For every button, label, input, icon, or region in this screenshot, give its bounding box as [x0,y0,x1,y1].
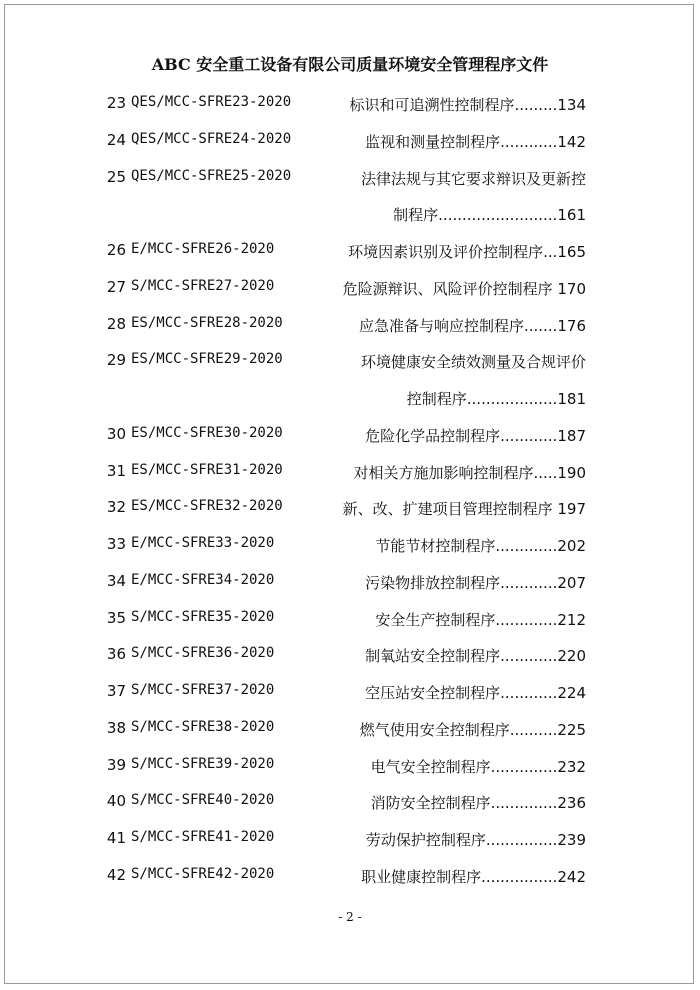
toc-entry-23 [0,88,700,125]
entry-title: 空压站安全控制程序............224 [365,684,586,702]
toc-entry-33 [0,529,700,566]
entry-number: 39 [106,755,126,774]
toc-entry-34 [0,566,700,603]
document-code: S/MCC-SFRE41-2020 [131,829,275,845]
entry-title: 危险源辩识、风险评价控制程序 170 [342,279,586,298]
entry-number: 25 [106,167,126,186]
document-code: QES/MCC-SFRE23-2020 [131,94,292,110]
entry-title: 电气安全控制程序..............232 [370,757,586,776]
entry-title: 污染物排放控制程序............207 [365,573,586,592]
entry-number: 27 [106,277,126,296]
document-code: ES/MCC-SFRE32-2020 [131,498,283,515]
toc-entry-25 [0,162,700,199]
entry-title: 节能节材控制程序.............202 [375,537,586,555]
entry-number: 24 [106,130,126,149]
entry-number: 26 [106,241,126,259]
page-number: - 2 - [338,910,362,924]
toc-entry-27 [0,272,700,309]
document-code: ES/MCC-SFRE29-2020 [131,351,283,368]
entry-number: 41 [106,829,126,847]
toc-entry-37 [0,676,700,713]
table-of-contents [0,88,700,897]
entry-title: 环境因素识别及评价控制程序...165 [348,243,586,261]
entry-number: 38 [106,718,126,737]
document-code: E/MCC-SFRE26-2020 [131,241,275,257]
entry-title: 法律法规与其它要求辩识及更新控 [360,169,586,188]
document-code: E/MCC-SFRE33-2020 [131,535,275,551]
toc-entry-25-continued [0,198,700,235]
entry-title: 应急准备与响应控制程序.......176 [358,316,586,335]
entry-title: 消防安全控制程序..............236 [370,794,586,813]
toc-entry-24 [0,125,700,162]
toc-entry-41 [0,823,700,860]
entry-number: 37 [106,682,126,700]
toc-entry-26 [0,235,700,272]
entry-title: 燃气使用安全控制程序..........225 [359,720,586,739]
entry-title: 劳动保护控制程序...............239 [365,831,586,849]
entry-title: 监视和测量控制程序............142 [365,132,586,151]
entry-number: 35 [106,608,126,627]
document-code: ES/MCC-SFRE31-2020 [131,461,283,478]
document-header: ABC 安全重工设备有限公司质量环境安全管理程序文件 [151,55,549,74]
entry-title: 环境健康安全绩效测量及合规评价 [360,353,586,372]
entry-number: 32 [106,498,126,517]
entry-title: 制氧站安全控制程序............220 [365,647,586,666]
document-code: S/MCC-SFRE40-2020 [131,792,275,809]
entry-number: 33 [106,535,126,553]
entry-number: 29 [106,351,126,370]
document-code: ES/MCC-SFRE30-2020 [131,424,283,441]
document-code: ES/MCC-SFRE28-2020 [131,314,283,331]
toc-entry-42 [0,860,700,897]
toc-entry-32 [0,492,700,529]
entry-number: 28 [106,314,126,333]
entry-number: 31 [106,461,126,480]
entry-number: 42 [106,865,126,884]
document-code: QES/MCC-SFRE25-2020 [131,167,292,184]
entry-title: 安全生产控制程序.............212 [375,610,586,629]
toc-entry-40 [0,786,700,823]
document-code: S/MCC-SFRE42-2020 [131,865,275,882]
document-code: S/MCC-SFRE39-2020 [131,755,275,772]
toc-entry-38 [0,713,700,750]
toc-entry-30 [0,419,700,456]
entry-number: 40 [106,792,126,811]
entry-number: 23 [106,94,126,112]
document-code: S/MCC-SFRE37-2020 [131,682,275,698]
entry-number: 36 [106,645,126,664]
entry-title: 对相关方施加影响控制程序.....190 [353,463,586,482]
toc-entry-35 [0,603,700,640]
document-code: QES/MCC-SFRE24-2020 [131,130,292,147]
document-code: S/MCC-SFRE38-2020 [131,718,275,735]
toc-entry-31 [0,456,700,493]
entry-title: 危险化学品控制程序............187 [365,426,586,445]
toc-entry-29-continued [0,382,700,419]
entry-number: 30 [106,424,126,443]
toc-entry-39 [0,750,700,787]
document-code: S/MCC-SFRE35-2020 [131,608,275,625]
entry-title: 职业健康控制程序................242 [361,867,586,886]
toc-entry-29 [0,345,700,382]
entry-number: 34 [106,571,126,590]
entry-title-continuation: 控制程序...................181 [406,390,586,408]
document-code: S/MCC-SFRE27-2020 [131,277,275,294]
toc-entry-28 [0,309,700,346]
entry-title: 标识和可追溯性控制程序.........134 [349,96,586,114]
document-code: E/MCC-SFRE34-2020 [131,571,275,588]
entry-title-continuation: 制程序.........................161 [393,206,586,225]
entry-title: 新、改、扩建项目管理控制程序 197 [342,500,586,519]
toc-entry-36 [0,639,700,676]
document-code: S/MCC-SFRE36-2020 [131,645,275,662]
